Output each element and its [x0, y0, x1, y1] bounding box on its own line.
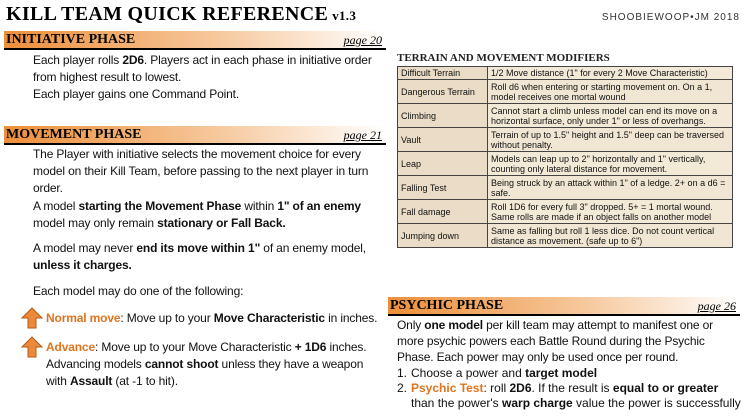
terrain-row: [398, 176, 733, 200]
movement-text-4: Each model may do one of the following:: [33, 284, 244, 298]
terrain-desc-cell: Roll 1D6 for every full 3" dropped. 5+ = 1 mortal wound. Same rolls are made if an object falls on another model: [488, 200, 733, 224]
terrain-row: [398, 152, 733, 176]
psychic-page-ref: page 26: [697, 299, 736, 313]
terrain-name-cell: Dangerous Terrain: [398, 80, 488, 104]
terrain-row: [398, 200, 733, 224]
psychic-phase-title: PSYCHIC PHASE: [390, 298, 504, 313]
terrain-name-cell: Falling Test: [398, 176, 488, 200]
terrain-row: [398, 67, 733, 80]
terrain-desc-cell: Cannot start a climb unless model can end its move on a horizontal surface, only under 1" or less of overhangs.: [488, 104, 733, 128]
normal-move-label: Normal move: [46, 311, 121, 325]
normal-move-text: Normal move: Move up to your Move Characteristic in inches.: [46, 311, 378, 325]
terrain-row: [398, 128, 733, 152]
movement-phase-header: [4, 126, 386, 145]
terrain-desc-cell: 1/2 Move distance (1" for every 2 Move Characteristic): [488, 67, 733, 80]
credit-label: SHOOBIEWOOP•JM 2018: [601, 12, 740, 23]
movement-text-2: A model starting the Movement Phase within 1" of an enemy model may only remain stationary or Fall Back.: [33, 199, 361, 230]
initiative-page-ref: page 20: [343, 33, 382, 47]
initiative-phase-header: [4, 31, 386, 50]
psychic-step: 1. Choose a power and target model: [397, 366, 598, 380]
terrain-table: [397, 66, 733, 248]
movement-text-1: The Player with initiative selects the movement choice for every model on their Kill Team, before passing to the next player in turn order.: [33, 147, 369, 195]
movement-text-3: A model may never end its move within 1" of an enemy model, unless it charges.: [33, 241, 366, 272]
terrain-name-cell: Fall damage: [398, 200, 488, 224]
title-text: KILL TEAM QUICK REFERENCE: [6, 3, 329, 25]
terrain-row: [398, 224, 733, 248]
psychic-text-1: Only one model per kill team may attempt to manifest one or more psychic powers each Battle Round during the Psychic Phase. Each power may only be used once per round.: [397, 318, 713, 364]
psychic-steps-list: [397, 366, 742, 411]
terrain-name-cell: Leap: [398, 152, 488, 176]
movement-phase-title: MOVEMENT PHASE: [6, 127, 142, 142]
psychic-step: 2. Psychic Test: roll 2D6. If the result is equal to or greater than the power's warp charge value the power is successfully: [397, 381, 741, 410]
up-arrow-icon: [21, 336, 43, 358]
movement-page-ref: page 21: [343, 128, 382, 142]
up-arrow-icon: [21, 307, 43, 329]
terrain-row: [398, 80, 733, 104]
terrain-name-cell: Difficult Terrain: [398, 67, 488, 80]
psychic-phase-header: [388, 297, 740, 316]
advance-label: Advance: [46, 340, 95, 354]
terrain-desc-cell: Terrain of up to 1.5" height and 1.5" deep can be traversed without penalty.: [488, 128, 733, 152]
initiative-phase-title: INITIATIVE PHASE: [6, 32, 136, 47]
terrain-desc-cell: Roll d6 when entering or starting movement on. On a 1, model receives one mortal wound: [488, 80, 733, 104]
terrain-desc-cell: Models can leap up to 2" horizontally and 1" vertically, counting only lateral distance for movement.: [488, 152, 733, 176]
terrain-row: [398, 104, 733, 128]
terrain-name-cell: Climbing: [398, 104, 488, 128]
version-label: v1.3: [332, 8, 357, 23]
terrain-table-title: TERRAIN AND MOVEMENT MODIFIERS: [397, 52, 610, 64]
initiative-text-1: Each player rolls 2D6. Players act in each phase in initiative order from highest result to lowest.: [33, 53, 372, 84]
terrain-name-cell: Vault: [398, 128, 488, 152]
advance-text: Advance: Move up to your Move Characteristic + 1D6 inches. Advancing models cannot shoot unless they have a weapon with Assault (at -1 to hit).: [46, 340, 367, 388]
terrain-desc-cell: Being struck by an attack within 1" of a ledge. 2+ on a d6 = safe.: [488, 176, 733, 200]
terrain-name-cell: Jumping down: [398, 224, 488, 248]
terrain-desc-cell: Same as falling but roll 1 less dice. Do not count vertical distance as movement. (safe up to 6"): [488, 224, 733, 248]
page-title: [6, 3, 356, 26]
initiative-text-2: Each player gains one Command Point.: [33, 87, 240, 101]
